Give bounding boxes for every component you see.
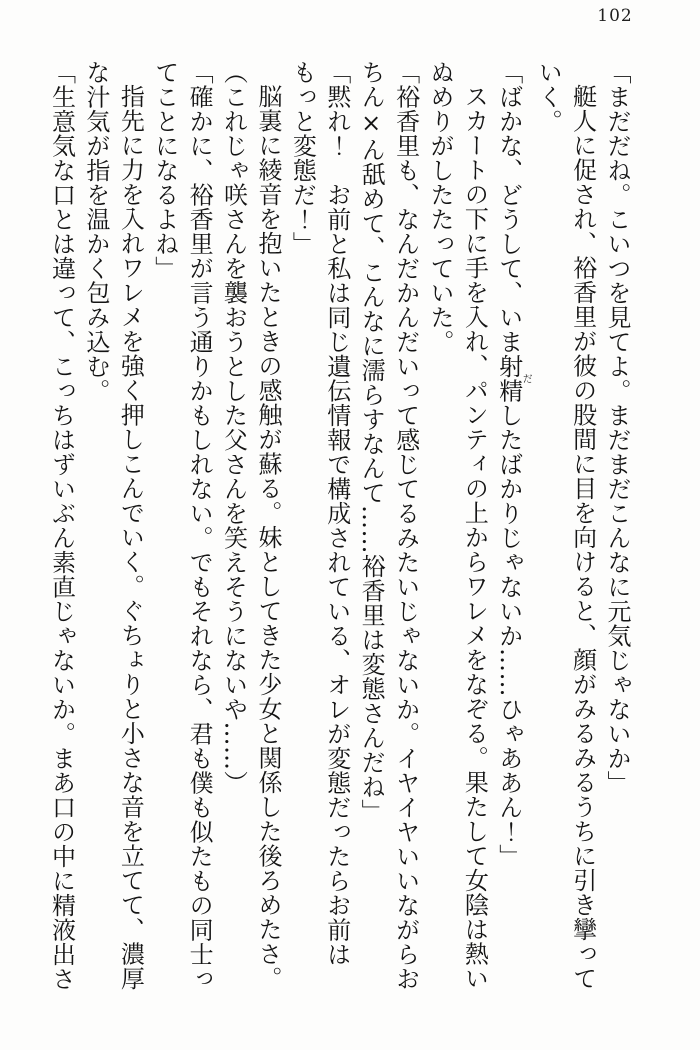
ruby-line-pre: 「ばかな、どうして、いま xyxy=(494,60,523,354)
text-line-dialogue: 「裕香里も、なんだかんだいって感じてるみたいじゃないか。イヤイヤいいながらお xyxy=(391,60,420,991)
text-line-narration: 指先に力を入れワレメを強く押しこんでいく。ぐちょりと小さな音を立てて、濃厚 xyxy=(116,84,145,991)
text-line-dialogue: もっと変態だ！」 xyxy=(288,60,317,256)
text-line-dialogue: 「まだだね。こいつを見てよ。まだまだこんなに元気じゃないか」 xyxy=(603,60,631,795)
ruby-annotation xyxy=(494,354,532,403)
text-line-thought: （これじゃ咲さんを襲おうとした父さんを笑えそうにないや……） xyxy=(219,60,248,795)
text-line-narration: 艇人に促され、裕香里が彼の股間に目を向けると、顔がみるみるうちに引き攣って xyxy=(568,84,597,991)
text-line-narration: いく。 xyxy=(534,60,563,134)
text-area xyxy=(48,60,634,1005)
text-line-narration: スカートの下に手を入れ、パンティの上からワレメをなぞる。果たして女陰は熱い xyxy=(460,84,489,991)
text-line-dialogue: 「確かに、裕香里が言う通りかもしれない。でもそれなら、君も僕も似たもの同士っ xyxy=(185,60,214,991)
ruby-base: 射精 xyxy=(494,354,523,403)
text-line-dialogue: 「生意気な口とは違って、こっちはずいぶん素直じゃないか。まあ口の中に精液出さ xyxy=(47,60,76,991)
text-line-narration: 脳裏に綾音を抱いたときの感触が蘇る。妹としてきた少女と関係した後ろめたさ。 xyxy=(253,84,282,991)
ruby-text: だ xyxy=(520,354,532,403)
text-line-dialogue: ちん×ん舐めて、こんなに濡らすなんて……裕香里は変態さんだね」 xyxy=(357,60,386,824)
page-number: 102 xyxy=(597,6,633,26)
text-line-narration: ぬめりがしたたっていた。 xyxy=(425,60,454,354)
text-line-dialogue: てことになるよね」 xyxy=(150,60,179,281)
text-line-dialogue: 「黙れ！ お前と私は同じ遺伝情報で構成されている、オレが変態だったらお前は xyxy=(322,60,351,967)
text-line-dialogue-with-ruby xyxy=(491,60,530,1005)
ruby-line-post: したばかりじゃないか……ひゃああん！」 xyxy=(494,403,523,869)
text-line-narration: な汁気が指を温かく包み込む。 xyxy=(81,60,110,403)
